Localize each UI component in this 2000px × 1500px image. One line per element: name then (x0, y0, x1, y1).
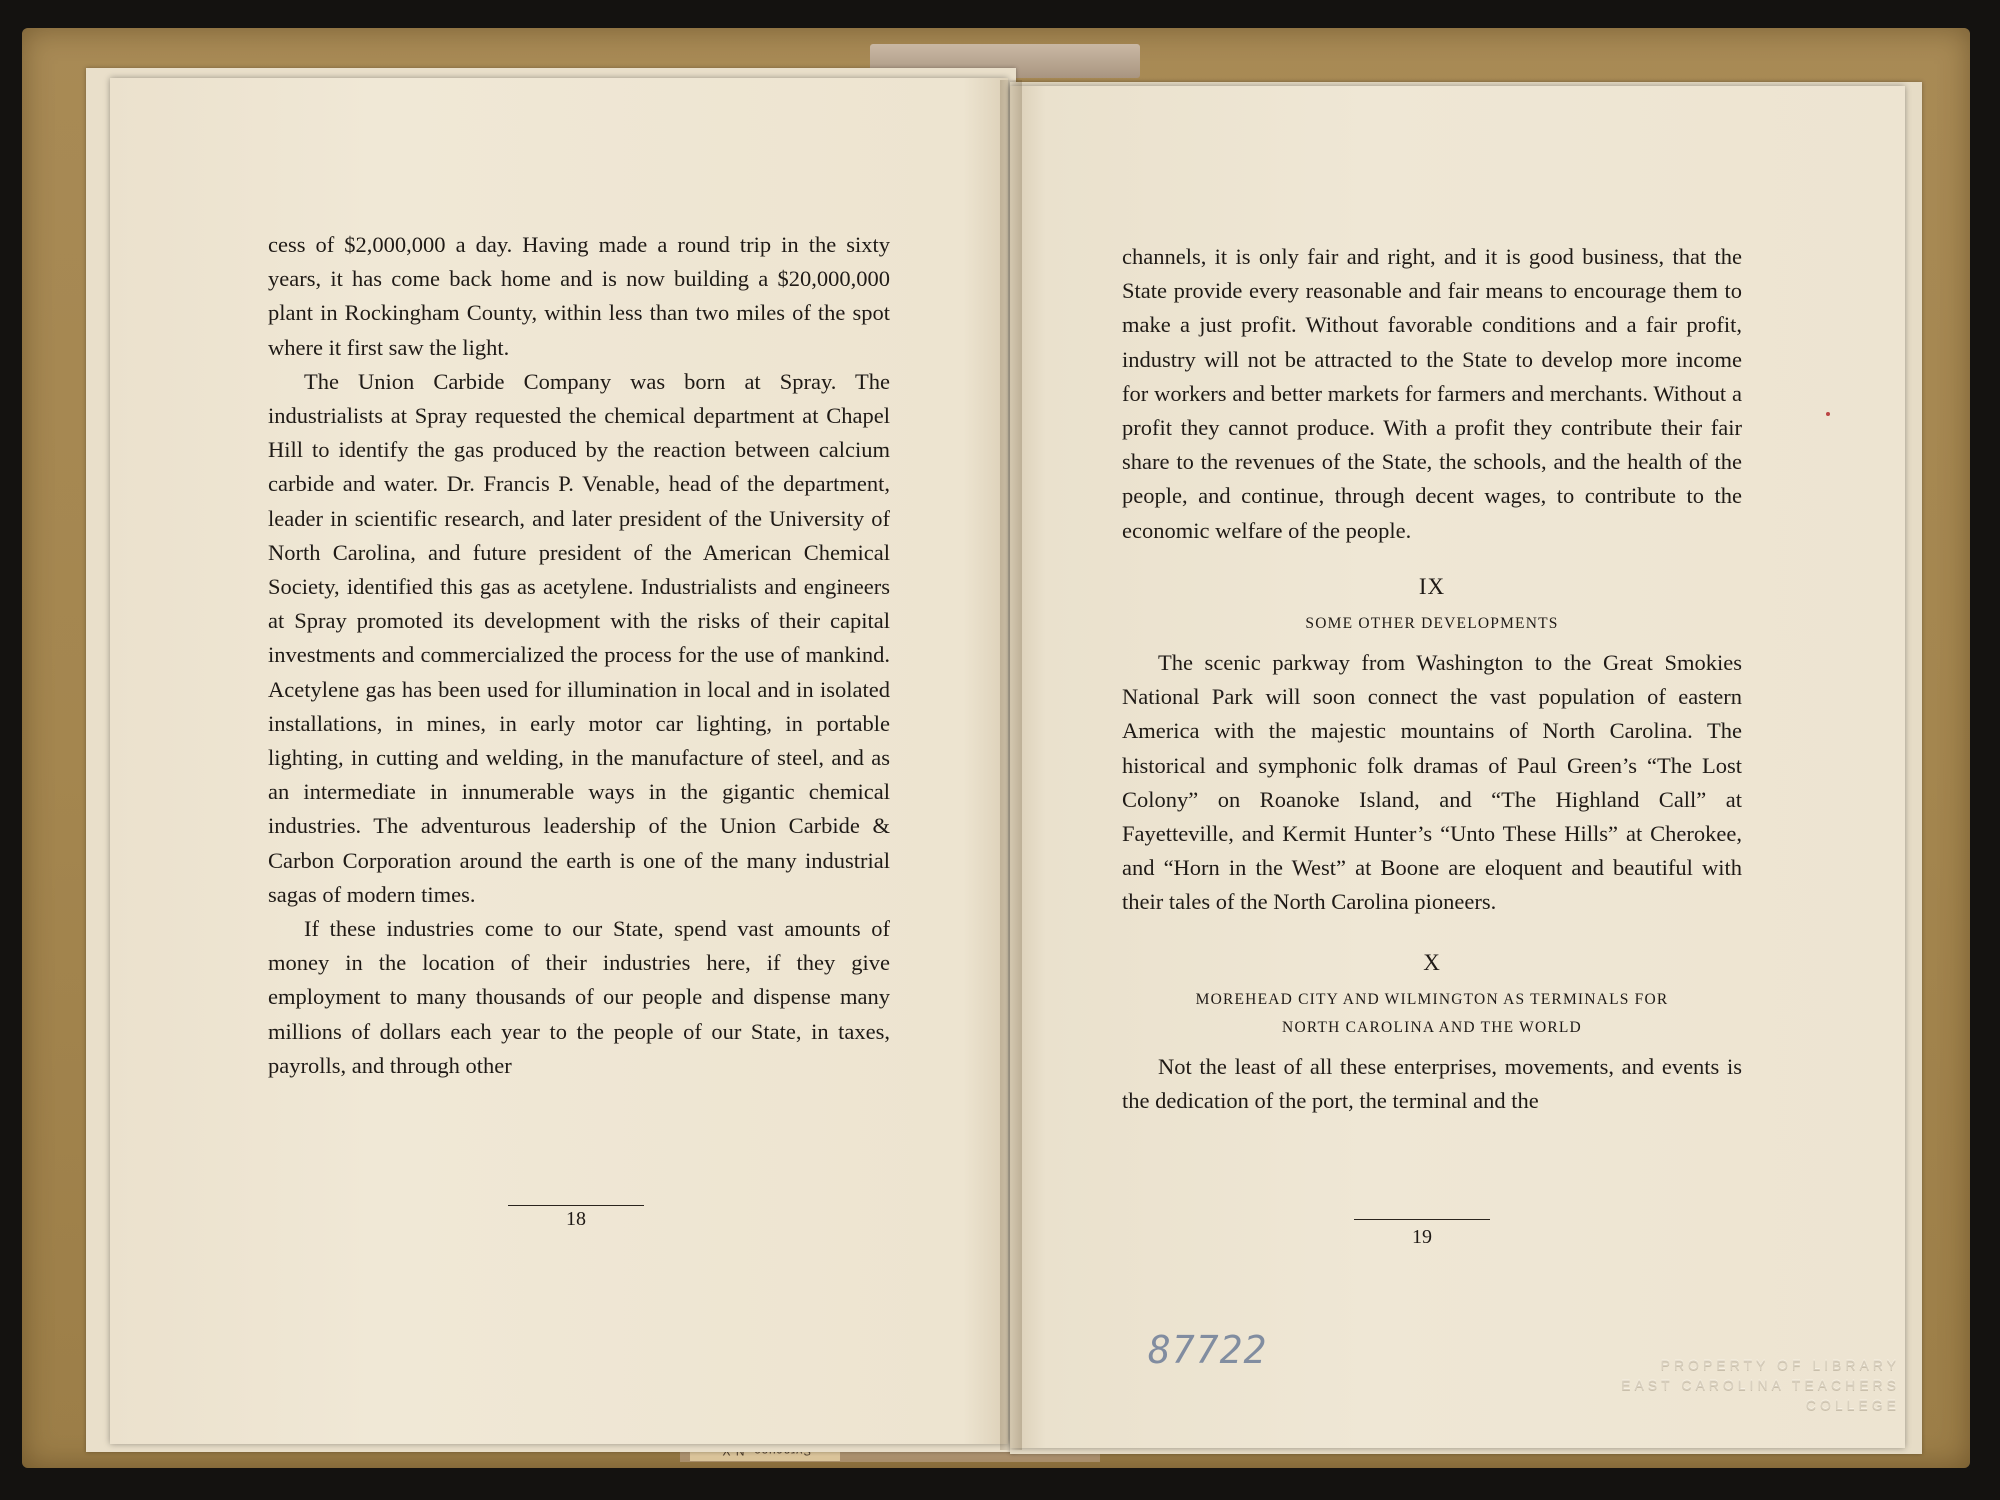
left-paragraph-2: The Union Carbide Company was born at Spray. The industrialists at Spray requested the chemical department at Chapel Hill to identify the gas produced by the reaction between calcium carbide and water. Dr. Francis P. Venable, head of the department, leader in scientific research, and later president of the University of North Carolina, and future president of the American Chemical Society, identified this gas as acetylene. Industrialists and engineers at Spray promoted its development with the risks of their capital investments and commercialized the process for the use of mankind. Acetylene gas has been used for illumination in local and in isolated installations, in mines, in early motor car lighting, in portable lighting, in cutting and welding, in the manufacture of steel, and as an intermediate in innumerable ways in the gigantic chemical industries. The adventurous leadership of the Union Carbide & Carbon Corporation around the earth is one of the many industrial sagas of modern times. (268, 368, 890, 907)
section-x-title-line-1: MOREHEAD CITY AND WILMINGTON AS TERMINALS FOR (1195, 990, 1669, 1008)
book-gutter (1000, 80, 1022, 1450)
left-paragraph-3: If these industries come to our State, spend vast amounts of money in the location of their industries here, if they give employment to many thousands of our people and dispense many millions of dollars each year to the people of our State, in taxes, payrolls, and through other (268, 916, 890, 1078)
right-page-text (1122, 240, 1742, 1118)
section-ix-paragraph: The scenic parkway from Washington to the Great Smokies National Park will soon connect the vast population of eastern America with the majestic mountains of North Carolina. The historical and symphonic folk dramas of Paul Green’s “The Lost Colony” on Roanoke Island, and “The Highland Call” at Fayetteville, and Kermit Hunter’s “Unto These Hills” at Cherokee, and “Horn in the West” at Boone are eloquent and beautiful with their tales of the North Carolina pioneers. (1122, 650, 1742, 915)
left-page-text (268, 228, 890, 1083)
page-number-left: 18 (566, 1208, 586, 1230)
section-x-number: X (1423, 949, 1441, 975)
section-ix-title: SOME OTHER DEVELOPMENTS (1305, 615, 1559, 633)
library-ownership-stamp (1520, 1355, 1900, 1415)
right-paragraph-1: channels, it is only fair and right, and it is good business, that the State provide every reasonable and fair means to encourage them to make a just profit. Without favorable conditions and a fair profit, industry will not be attracted to the State to develop more income for workers and better markets for farmers and merchants. Without a profit they cannot produce. With a profit they contribute their fair share to the revenues of the State, the schools, and the health of the people, and continue, through decent wages, to contribute to the economic welfare of the people. (1122, 244, 1742, 543)
folio-rule-right (1354, 1219, 1490, 1220)
accession-number-stamp: 87722 (1148, 1328, 1268, 1372)
red-ink-speck (1826, 412, 1830, 416)
section-ix-number: IX (1418, 573, 1446, 599)
section-x-title-line-2: NORTH CAROLINA AND THE WORLD (1282, 1018, 1582, 1036)
page-number-right: 19 (1412, 1226, 1432, 1248)
library-stamp-line-1: PROPERTY OF LIBRARY (1660, 1357, 1900, 1373)
library-stamp-line-2: EAST CAROLINA TEACHERS COLLEGE (1621, 1377, 1900, 1413)
section-x-paragraph: Not the least of all these enterprises, movements, and events is the dedication of the port, the terminal and the (1122, 1053, 1742, 1114)
left-paragraph-1: cess of $2,000,000 a day. Having made a round trip in the sixty years, it has come back home and is now building a $20,000,000 plant in Rockingham County, within less than two miles of the spot where it first saw the light. (268, 232, 890, 360)
folio-rule-left (508, 1205, 644, 1206)
